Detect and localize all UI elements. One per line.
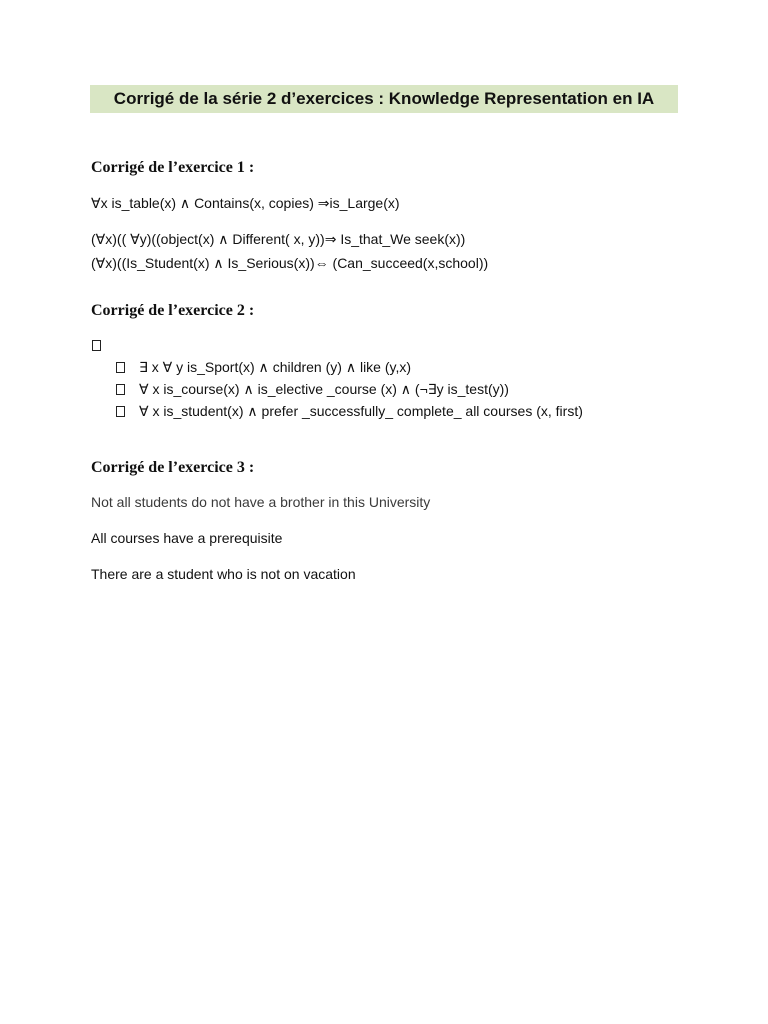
exercise-2-item-3: [116, 403, 583, 420]
exercise-1-line-1: ∀x is_table(x) ∧ Contains(x, copies) ⇒is_Large(x): [91, 195, 400, 211]
bullet-box-icon: [116, 406, 125, 417]
title-band: [90, 85, 678, 113]
exercise-3-line-2: All courses have a prerequisite: [91, 530, 283, 546]
bullet-box-icon: [116, 384, 125, 395]
section-heading-exercise-3: Corrigé de l’exercice 3 :: [91, 459, 255, 476]
item-text: ∃ x ∀ y is_Sport(x) ∧ children (y) ∧ like (y,x): [139, 359, 412, 375]
exercise-1-line-3: (∀x)((Is_Student(x) ∧ Is_Serious(x))⇔ (Can_succeed(x,school)): [91, 255, 489, 271]
item-text: ∀ x is_course(x) ∧ is_elective _course (x) ∧ (¬∃y is_test(y)): [139, 381, 509, 397]
section-heading-exercise-2: Corrigé de l’exercice 2 :: [91, 302, 255, 319]
exercise-3-line-3: There are a student who is not on vacation: [91, 566, 356, 582]
document-title: Corrigé de la série 2 d’exercices : Knowledge Representation en IA: [113, 89, 655, 108]
bullet-box-icon: [92, 340, 101, 351]
item-text: ∀ x is_student(x) ∧ prefer _successfully_ complete_ all courses (x, first): [139, 403, 583, 419]
bullet-box-icon: [116, 362, 125, 373]
exercise-1-line-2: (∀x)(( ∀y)((object(x) ∧ Different( x, y))⇒ Is_that_We seek(x)): [91, 231, 466, 247]
exercise-2-item-2: [116, 381, 509, 398]
exercise-2-item-1: [116, 359, 411, 376]
exercise-3-line-1: Not all students do not have a brother in this University: [91, 494, 431, 510]
section-heading-exercise-1: Corrigé de l’exercice 1 :: [91, 159, 255, 176]
